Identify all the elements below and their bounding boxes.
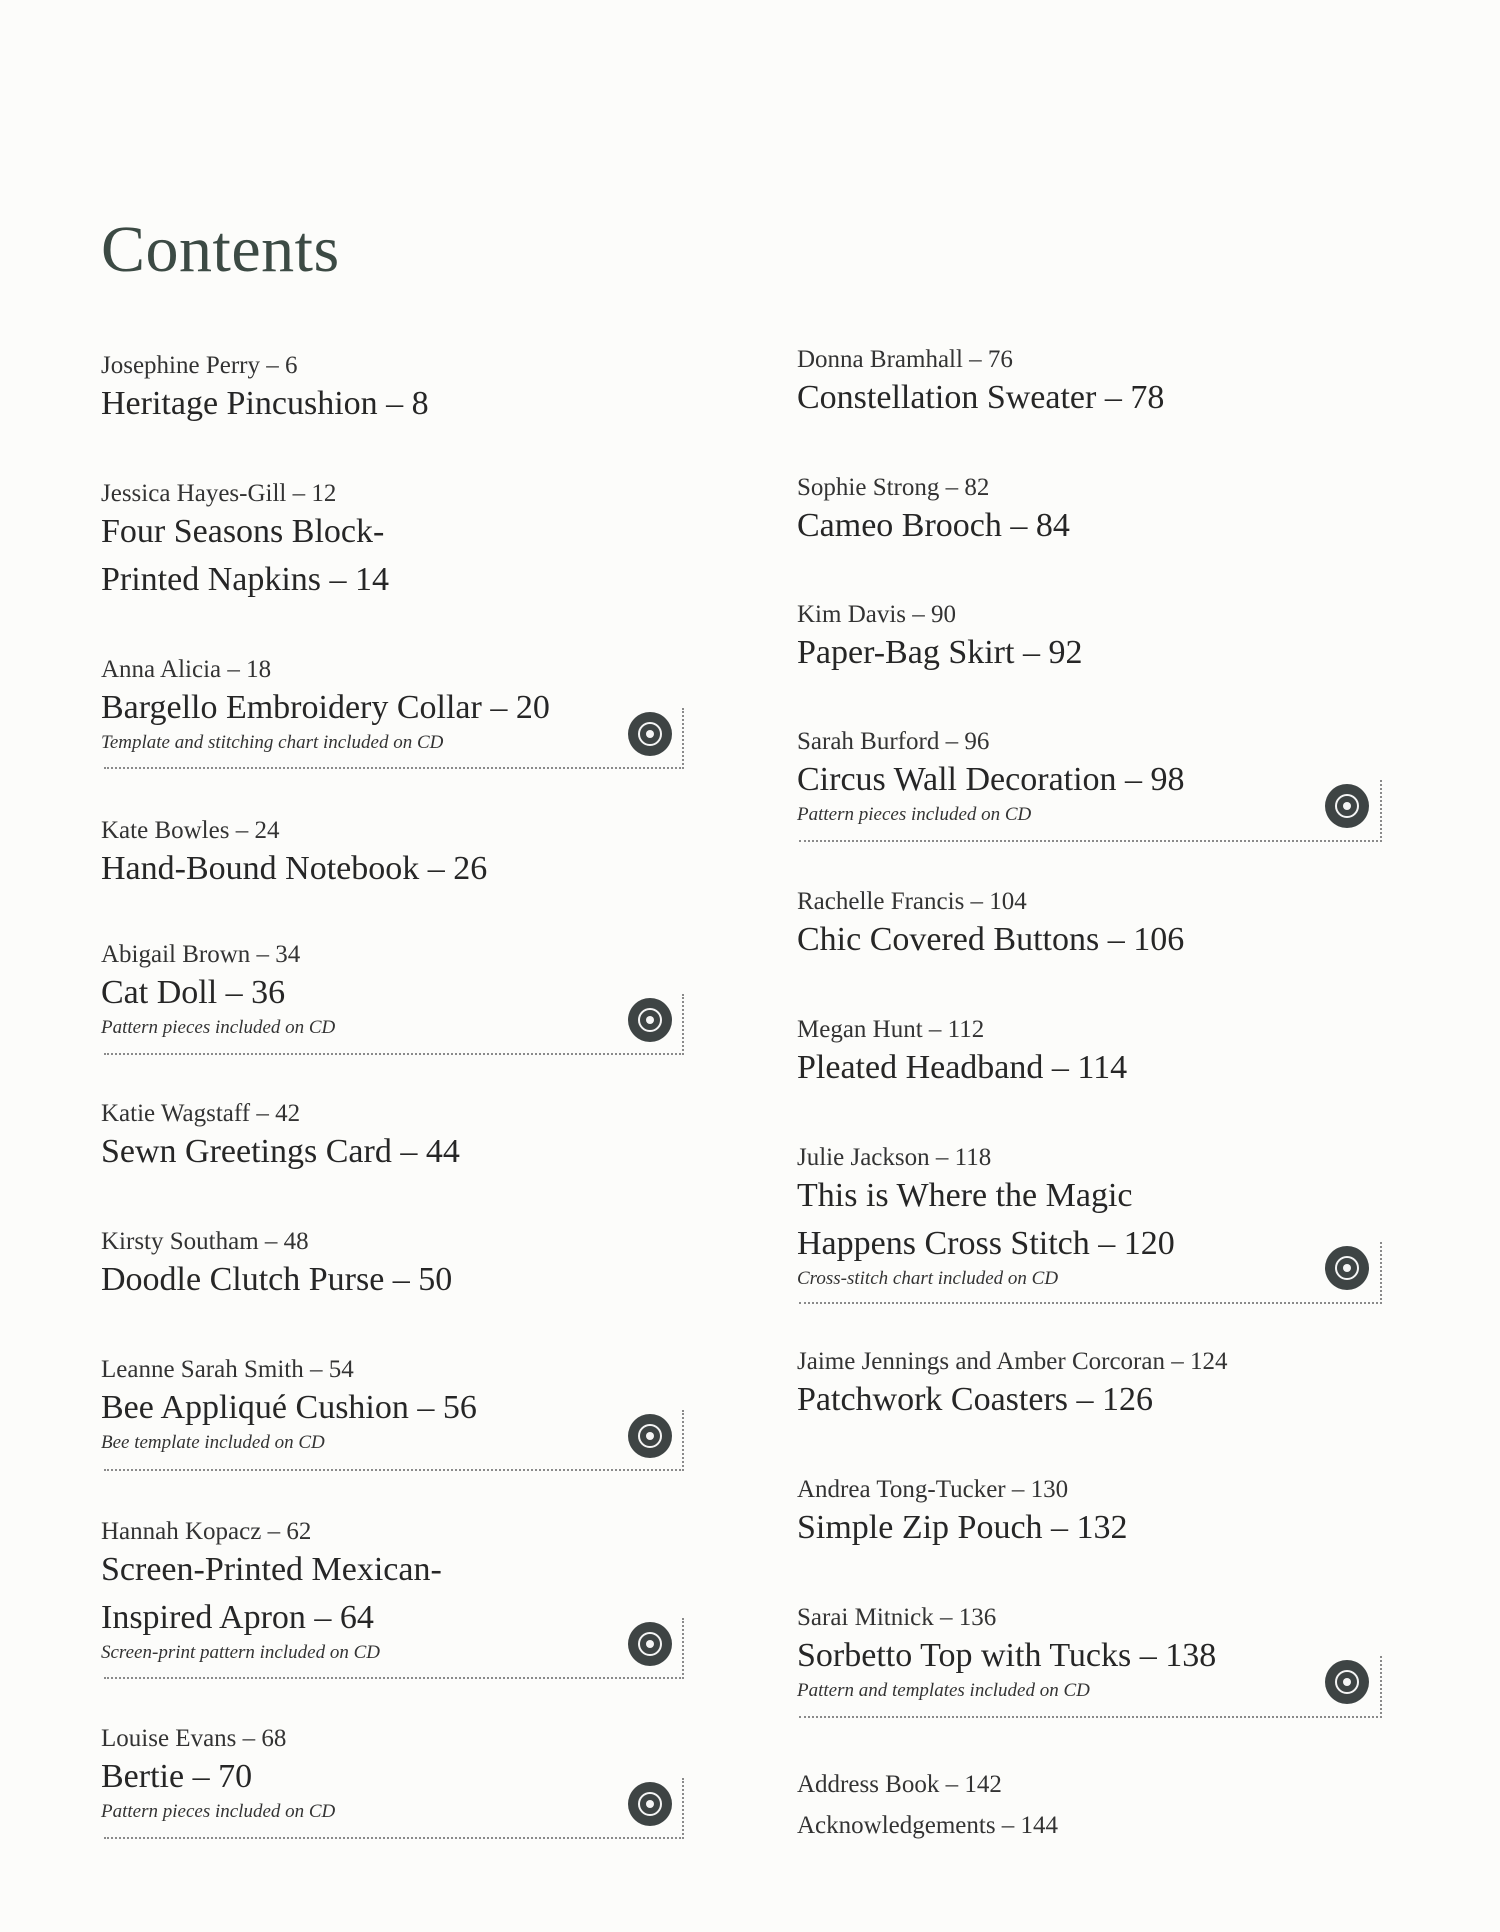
cd-disc-icon [628, 1622, 672, 1666]
dotted-rule [1380, 1242, 1382, 1304]
toc-entry[interactable] [101, 352, 429, 428]
toc-entry[interactable] [101, 1725, 335, 1823]
project-title[interactable]: Bee Appliqué Cushion – 56 [101, 1389, 477, 1426]
toc-entry[interactable] [101, 1356, 477, 1454]
designer-name: Hannah Kopacz – 62 [101, 1518, 312, 1545]
cd-disc-icon [1325, 1660, 1369, 1704]
dotted-rule [799, 840, 1382, 842]
project-title[interactable]: Bertie – 70 [101, 1758, 253, 1795]
designer-name: Anna Alicia – 18 [101, 656, 272, 683]
designer-name: Abigail Brown – 34 [101, 941, 301, 968]
designer-name: Andrea Tong-Tucker – 130 [797, 1476, 1069, 1503]
toc-entry[interactable] [101, 480, 389, 604]
cd-disc-icon [1325, 784, 1369, 828]
cd-note: Bee template included on CD [101, 1432, 325, 1453]
toc-entry[interactable] [797, 888, 1184, 964]
project-title[interactable]: Pleated Headband – 114 [797, 1049, 1128, 1086]
toc-entry[interactable] [797, 1604, 1216, 1702]
project-title[interactable]: Cat Doll – 36 [101, 974, 286, 1011]
dotted-rule [682, 1618, 684, 1679]
dotted-rule [104, 1469, 684, 1471]
designer-name: Megan Hunt – 112 [797, 1016, 985, 1043]
cd-note: Pattern pieces included on CD [797, 804, 1032, 825]
cd-disc-icon [628, 1414, 672, 1458]
designer-name: Julie Jackson – 118 [797, 1144, 992, 1171]
designer-name: Rachelle Francis – 104 [797, 888, 1027, 915]
dotted-rule [682, 1778, 684, 1839]
toc-entry[interactable] [797, 1144, 1175, 1290]
dotted-rule [682, 708, 684, 769]
dotted-rule [1380, 780, 1382, 842]
cd-disc-icon [628, 712, 672, 756]
cd-disc-icon [1325, 1246, 1369, 1290]
toc-entry[interactable] [101, 1228, 452, 1304]
toc-entry[interactable] [797, 1016, 1127, 1092]
toc-entry[interactable] [101, 1518, 442, 1664]
dotted-rule [799, 1302, 1382, 1304]
project-title[interactable]: This is Where the Magic [797, 1177, 1133, 1214]
toc-entry[interactable] [101, 941, 335, 1039]
dotted-rule [104, 767, 684, 769]
toc-entry[interactable] [797, 728, 1185, 826]
project-title[interactable]: Cameo Brooch – 84 [797, 507, 1070, 544]
toc-entry[interactable] [797, 1476, 1128, 1552]
cd-disc-icon [628, 998, 672, 1042]
cd-note: Pattern and templates included on CD [797, 1680, 1090, 1701]
project-title[interactable]: Constellation Sweater – 78 [797, 379, 1165, 416]
toc-entry[interactable] [101, 1100, 460, 1176]
designer-name: Donna Bramhall – 76 [797, 346, 1013, 373]
dotted-rule [104, 1053, 684, 1055]
toc-entry[interactable] [101, 817, 487, 893]
designer-name: Sophie Strong – 82 [797, 474, 990, 501]
project-title[interactable]: Hand-Bound Notebook – 26 [101, 850, 488, 887]
project-title[interactable]: Paper-Bag Skirt – 92 [797, 634, 1083, 671]
designer-name: Katie Wagstaff – 42 [101, 1100, 301, 1127]
toc-entry[interactable] [797, 601, 1082, 677]
dotted-rule [104, 1837, 684, 1839]
project-title-continued[interactable]: Happens Cross Stitch – 120 [797, 1225, 1175, 1262]
project-title[interactable]: Sorbetto Top with Tucks – 138 [797, 1637, 1217, 1674]
designer-name: Jessica Hayes-Gill – 12 [101, 480, 337, 507]
dotted-rule [799, 1716, 1382, 1718]
designer-name: Kate Bowles – 24 [101, 817, 280, 844]
project-title[interactable]: Chic Covered Buttons – 106 [797, 921, 1185, 958]
project-title[interactable]: Bargello Embroidery Collar – 20 [101, 689, 550, 726]
cd-note: Screen-print pattern included on CD [101, 1642, 380, 1663]
project-title[interactable]: Circus Wall Decoration – 98 [797, 761, 1185, 798]
designer-name: Jaime Jennings and Amber Corcoran – 124 [797, 1348, 1228, 1375]
cd-note: Pattern pieces included on CD [101, 1801, 336, 1822]
toc-entry[interactable] [797, 346, 1164, 422]
dotted-rule [1380, 1656, 1382, 1718]
back-matter[interactable] [797, 1764, 1058, 1846]
cd-note: Template and stitching chart included on CD [101, 732, 444, 753]
dotted-rule [682, 994, 684, 1055]
project-title[interactable]: Doodle Clutch Purse – 50 [101, 1261, 453, 1298]
address-book-link[interactable]: Address Book – 142 [797, 1771, 1002, 1798]
designer-name: Leanne Sarah Smith – 54 [101, 1356, 354, 1383]
project-title[interactable]: Heritage Pincushion – 8 [101, 385, 429, 422]
toc-entry[interactable] [797, 474, 1070, 550]
cd-note: Pattern pieces included on CD [101, 1017, 336, 1038]
project-title[interactable]: Four Seasons Block- [101, 513, 385, 550]
designer-name: Louise Evans – 68 [101, 1725, 287, 1752]
toc-entry[interactable] [797, 1348, 1227, 1424]
project-title[interactable]: Sewn Greetings Card – 44 [101, 1133, 460, 1170]
project-title[interactable]: Simple Zip Pouch – 132 [797, 1509, 1128, 1546]
designer-name: Sarai Mitnick – 136 [797, 1604, 997, 1631]
toc-entry[interactable] [101, 656, 550, 754]
designer-name: Kim Davis – 90 [797, 601, 957, 628]
project-title-continued[interactable]: Printed Napkins – 14 [101, 561, 390, 598]
designer-name: Josephine Perry – 6 [101, 352, 298, 379]
acknowledgements-link[interactable]: Acknowledgements – 144 [797, 1812, 1059, 1839]
project-title[interactable]: Screen-Printed Mexican- [101, 1551, 442, 1588]
cd-disc-icon [628, 1782, 672, 1826]
project-title-continued[interactable]: Inspired Apron – 64 [101, 1599, 374, 1636]
designer-name: Kirsty Southam – 48 [101, 1228, 309, 1255]
page-title: Contents [101, 213, 340, 286]
cd-note: Cross-stitch chart included on CD [797, 1268, 1059, 1289]
project-title[interactable]: Patchwork Coasters – 126 [797, 1381, 1154, 1418]
designer-name: Sarah Burford – 96 [797, 728, 990, 755]
dotted-rule [682, 1410, 684, 1471]
dotted-rule [104, 1677, 684, 1679]
